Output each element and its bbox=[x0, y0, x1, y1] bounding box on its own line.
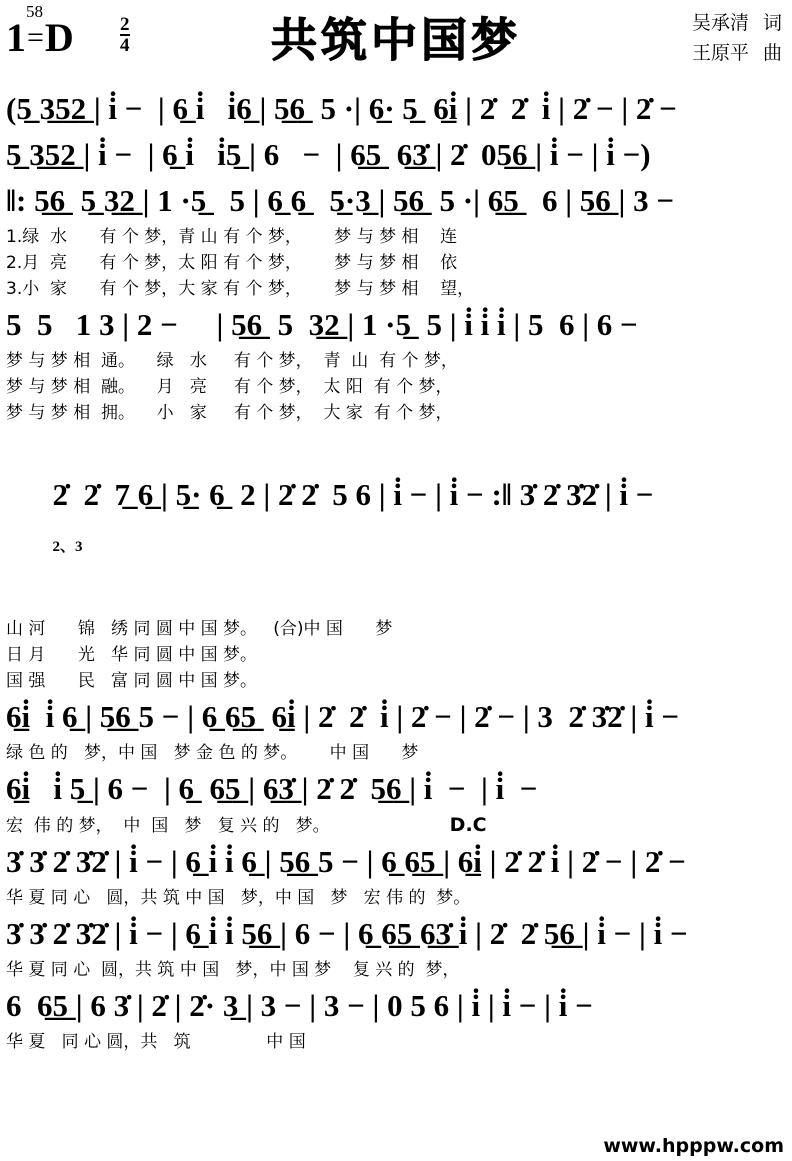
score-system-5 bbox=[0, 694, 792, 766]
score-system-8 bbox=[0, 911, 792, 983]
notation-line-4: 5 5 1 3 | 2 − | 5̲6̲ 5 3̲2̲ | 1 ·5̲ 5 | i̇ i̇ i̇ | 5 6 | 6 − bbox=[6, 307, 638, 342]
composer-name: 王原平 bbox=[691, 42, 749, 64]
composer-role: 曲 bbox=[762, 42, 782, 64]
notation-line-7: 6̲i̇ i̇ 5̲ | 6 − | 6̲ 6̲5̲ | 6̲3̲̇ | 2̇ 2̇ 5̲6̲ | i̇ − | i̇ − bbox=[6, 771, 538, 806]
dc-marking: D.C bbox=[449, 814, 487, 836]
lyric-line-1-3: 3.小 家 有 个 梦，大 家 有 个 梦， 梦 与 梦 相 望， bbox=[6, 279, 475, 299]
lyric-line-3-2: 日 月 光 华 同 圆 中 国 梦。 bbox=[6, 645, 258, 665]
lyricist-name: 吴承清 bbox=[691, 12, 749, 34]
score-system-2 bbox=[0, 178, 792, 302]
score-system-4 bbox=[0, 426, 792, 694]
notation-line-intro-2: 5̲ 3̲5̲2̲ | i̇ − | 6̲ i̇ i̇5̲ | 6 − | 6̲5̲ 6̲3̲̇ | 2̇ 05̲6̲ | i̇ − | i̇ −) bbox=[6, 137, 651, 172]
key-letter: D bbox=[44, 15, 74, 60]
notation-line-8: 3̇ 3̇ 2̇ 3̇2̇ | i̇ − | 6̲ i̇ i̇ 6̲ | 5̲6̲ 5 − | 6̲ 6̲5̲ | 6̲i̇ | 2̇ 2̇ i̇ | 2̇ − | 2̇ − bbox=[6, 844, 686, 879]
notation-line-6: 6̲i̇ i̇ 6̲ | 5̲6̲ 5 − | 6̲ 6̲5̲ 6̲i̇ | 2̇ 2̇ i̇ | 2̇ − | 2̇ − | 3 2̇ 3̇2̇ | i̇ − bbox=[6, 699, 680, 734]
lyric-line-6: 华 夏 同 心 圆，共 筑 中 国 梦，中 国 梦 宏 伟 的 梦。 bbox=[6, 888, 471, 908]
lyric-line-2-2: 梦 与 梦 相 融。 月 亮 有 个 梦， 太 阳 有 个 梦， bbox=[6, 377, 453, 397]
score-header bbox=[0, 0, 792, 86]
time-signature-denominator: 4 bbox=[120, 35, 130, 56]
score-system-6 bbox=[0, 766, 792, 839]
notation-line-3: ‖: 5̲6̲ 5̲ 3̲2̲ | 1 ·5̲ 5 | 6̲ 6̲ 5̲·3̲ | 5̲6̲ 5 ·| 6̲5̲ 6 | 5̲6̲ | 3 − bbox=[6, 183, 675, 218]
lyric-line-4: 绿 色 的 梦，中 国 梦 金 色 的 梦。 中 国 梦 bbox=[6, 743, 419, 763]
page-title: 共筑中国梦 bbox=[271, 13, 521, 67]
score-system-3 bbox=[0, 302, 792, 426]
lyricist-line bbox=[692, 8, 782, 38]
notation-line-5-text: 2̇ 2̇ 7̲ 6̲ | 5̲· 6̲ 2 | 2̇ 2̇ 5 6 | i̇ − | i̇ − :‖ 3̇ 2̇ 3̇2̇ | i̇ − bbox=[52, 477, 654, 512]
lyric-line-5-text: 宏 伟 的 梦， 中 国 梦 复 兴 的 梦。 bbox=[6, 816, 330, 836]
key-equals: = bbox=[27, 20, 44, 54]
notation-line-10: 6 6̲5̲ | 6 3̇ | 2̇ | 2̇· 3̲ | 3 − | 3 − | 0 5 6 | i̇ | i̇ − | i̇ − bbox=[6, 988, 593, 1023]
lyric-line-2-1: 梦 与 梦 相 通。 绿 水 有 个 梦， 青 山 有 个 梦， bbox=[6, 351, 458, 371]
composer-line bbox=[692, 38, 782, 68]
notation-line-9: 3̇ 3̇ 2̇ 3̇2̇ | i̇ − | 6̲ i̇ i̇ 5̲6̲ | 6 − | 6̲ 6̲5̲ 6̲3̲̇ i̇ | 2̇ 2̇ 5̲6̲ | i̇ − | i̇ − bbox=[6, 916, 688, 951]
watermark: www.hpppw.com bbox=[603, 1135, 784, 1157]
lyric-line-7: 华 夏 同 心 圆，共 筑 中 国 梦，中 国 梦 复 兴 的 梦， bbox=[6, 960, 460, 980]
notation-line-5 bbox=[6, 426, 786, 616]
lyric-line-1-1: 1.绿 水 有 个 梦，青 山 有 个 梦， 梦 与 梦 相 连 bbox=[6, 227, 458, 247]
lyricist-role: 词 bbox=[762, 12, 782, 34]
tempo-marking: 58 bbox=[26, 2, 43, 21]
time-signature-numerator: 2 bbox=[120, 14, 130, 35]
lyric-line-3-1: 山 河 锦 绣 同 圆 中 国 梦。 (合)中 国 梦 bbox=[6, 619, 393, 639]
score-system-9 bbox=[0, 983, 792, 1055]
ending-bracket-label: 2、3 bbox=[52, 539, 83, 555]
score-system-1 bbox=[0, 86, 792, 178]
lyric-line-8: 华 夏 同 心 圆，共 筑 中 国 bbox=[6, 1032, 306, 1052]
notation-line-intro-1: (5̲ 3̲5̲2̲ | i̇ − | 6̲ i̇ i̇6̲ | 5̲6̲ 5 ·| 6̲· 5̲ 6̲i̇ | 2̇ 2̇ i̇ | 2̇ − | 2̇ − bbox=[6, 91, 677, 126]
key-number: 1 bbox=[6, 14, 26, 60]
lyric-line-1-2: 2.月 亮 有 个 梦，太 阳 有 个 梦， 梦 与 梦 相 依 bbox=[6, 253, 458, 273]
lyric-line-2-3: 梦 与 梦 相 拥。 小 家 有 个 梦， 大 家 有 个 梦， bbox=[6, 403, 453, 423]
lyric-line-3-3: 国 强 民 富 同 圆 中 国 梦。 bbox=[6, 671, 258, 691]
lyric-line-5 bbox=[6, 812, 786, 839]
score-system-7 bbox=[0, 839, 792, 911]
credits bbox=[692, 8, 782, 68]
